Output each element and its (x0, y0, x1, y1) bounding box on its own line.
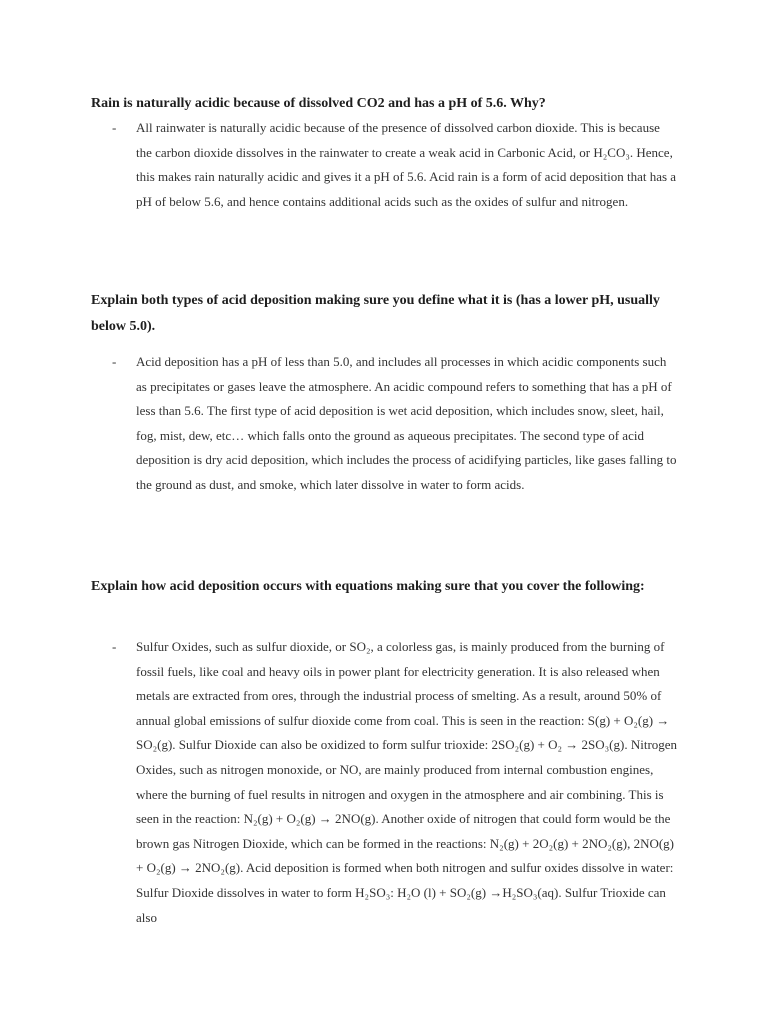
answer-3-text: Sulfur Oxides, such as sulfur dioxide, or SO₂, a colorless gas, is mainly produced from the burning of fossil fuels, like coal and heavy oils in power plant for electricity generation. It is also released when metals are extracted from ores, through the industrial process of smelting. As a result, around 50% of annual global emissions of sulfur dioxide come from coal. This is seen in the reaction: S(g) + O₂(g) → SO₂(g). Sulfur Dioxide can also be oxidized to form sulfur trioxide: 2SO₂(g) + O₂ → 2SO₃(g). Nitrogen Oxides, such as nitrogen monoxide, or NO, are mainly produced from internal combustion engines, where the burning of fuel results in nitrogen and oxygen in the atmosphere and air combining. This is seen in the reaction: N₂(g) + O₂(g) → 2NO(g). Another oxide of nitrogen that could form would be the brown gas Nitrogen Dioxide, which can be formed in the reactions: N₂(g) + 2O₂(g) + 2NO₂(g), 2NO(g) + O₂(g) → 2NO₂(g). Acid deposition is formed when both nitrogen and sulfur oxides dissolve in water: Sulfur Dioxide dissolves in water to form H₂SO₃: H₂O (l) + SO₂(g) →H₂SO₃(aq). Sulfur Trioxide can also (136, 639, 678, 925)
question-3-heading: Explain how acid deposition occurs with equations making sure that you cover the following: (91, 579, 645, 594)
bullet-dash: - (112, 354, 117, 369)
answer-2-text: Acid deposition has a pH of less than 5.0, and includes all processes in which acidic components such as precipitates or gases leave the atmosphere. An acidic compound refers to something that has a pH of less than 5.6. The first type of acid deposition is wet acid deposition, which includes snow, sleet, hail, fog, mist, dew, etc… which falls onto the ground as aqueous precipitates. The second type of acid deposition is dry acid deposition, which includes the process of acidifying particles, like gases falling to the ground as dust, and smoke, which later dissolve in water to form acids. (136, 354, 677, 492)
answer-1-text: All rainwater is naturally acidic because of the presence of dissolved carbon dioxide. This is because the carbon dioxide dissolves in the rainwater to create a weak acid in Carbonic Acid, or H₂CO₃. Hence, this makes rain naturally acidic and gives it a pH of 5.6. Acid rain is a form of acid deposition that has a pH of below 5.6, and hence contains additional acids such as the oxides of sulfur and nitrogen. (136, 120, 677, 209)
bullet-dash: - (112, 120, 117, 135)
answer-2-list-item (112, 350, 678, 498)
bullet-dash: - (112, 639, 117, 654)
answer-3-list-item (112, 635, 678, 930)
question-1-heading: Rain is naturally acidic because of dissolved CO2 and has a pH of 5.6. Why? (91, 96, 546, 111)
question-2-heading: Explain both types of acid deposition making sure you define what it is (has a lower pH, usually below 5.0). (91, 293, 660, 334)
answer-1-list-item (112, 116, 678, 214)
